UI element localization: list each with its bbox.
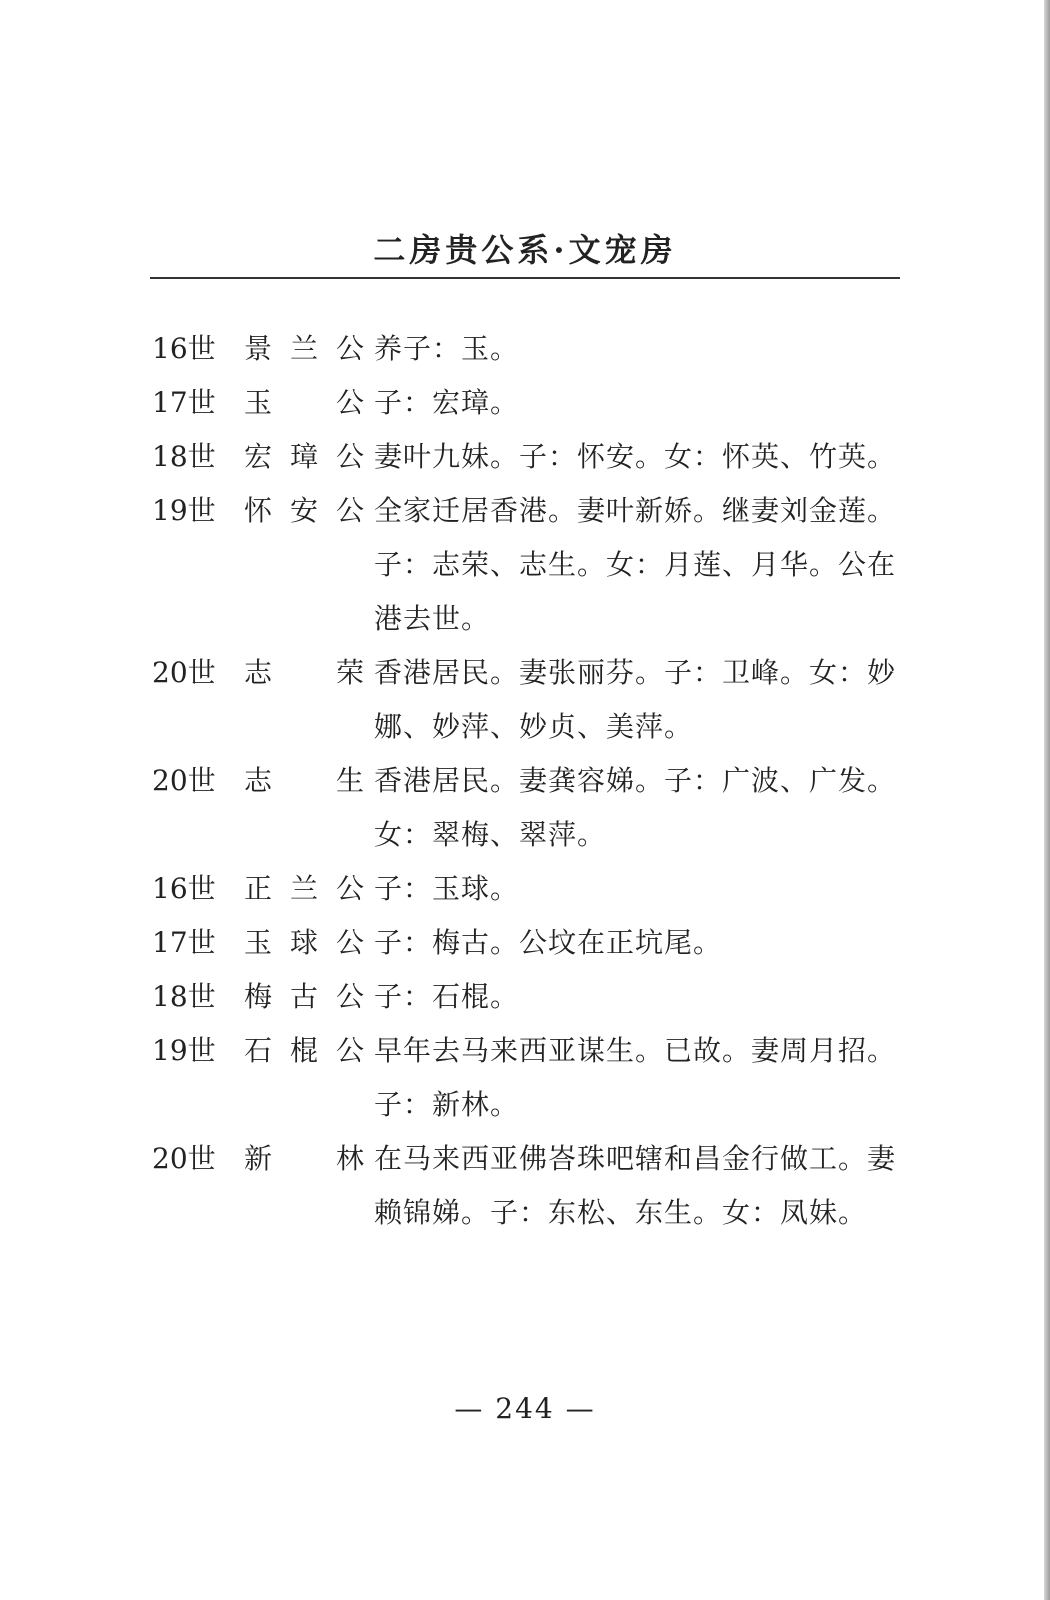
generation-label: 19世 [152,494,216,527]
page-header-title: 二房贵公系·文宠房 [373,231,677,269]
genealogy-entry [152,862,912,916]
entry-description: 子：石棍。 [374,980,520,1013]
header-rule [150,277,900,279]
person-name: 新 林 [244,1142,364,1175]
genealogy-entry [152,484,912,646]
genealogy-entry [152,646,912,754]
genealogy-entries [152,322,912,1240]
generation-label: 18世 [152,440,216,473]
person-name: 景兰公 [244,332,364,365]
person-name: 志 生 [244,764,364,797]
person-name: 志 荣 [244,656,364,689]
generation-label: 19世 [152,1034,216,1067]
person-name: 玉球公 [244,926,364,959]
generation-label: 16世 [152,332,216,365]
genealogy-entry [152,1132,912,1240]
entry-description: 子：梅古。公坟在正坑尾。 [374,926,723,959]
generation-label: 16世 [152,872,216,905]
generation-label: 20世 [152,764,216,797]
entry-description: 早年去马来西亚谋生。已故。妻周月招。子：新林。 [374,1034,897,1121]
person-name: 怀安公 [244,494,364,527]
genealogy-entry [152,1024,912,1132]
entry-description: 子：宏璋。 [374,386,520,419]
generation-label: 20世 [152,1142,216,1175]
genealogy-entry [152,916,912,970]
person-name: 梅古公 [244,980,364,1013]
entry-description: 香港居民。妻龚容娣。子：广波、广发。女：翠梅、翠萍。 [374,764,897,851]
entry-description: 全家迁居香港。妻叶新娇。继妻刘金莲。子：志荣、志生。女：月莲、月华。公在港去世。 [374,494,897,635]
generation-label: 17世 [152,926,216,959]
genealogy-entry [152,970,912,1024]
person-name: 玉 公 [244,386,364,419]
generation-label: 20世 [152,656,216,689]
person-name: 正兰公 [244,872,364,905]
entry-description: 香港居民。妻张丽芬。子：卫峰。女：妙娜、妙萍、妙贞、美萍。 [374,656,897,743]
entry-description: 在马来西亚佛峇珠吧辖和昌金行做工。妻赖锦娣。子：东松、东生。女：凤妹。 [374,1142,897,1229]
page-edge [1044,0,1050,1600]
page-number: — 244 — [454,1392,596,1425]
entry-description: 养子：玉。 [374,332,520,365]
generation-label: 18世 [152,980,216,1013]
generation-label: 17世 [152,386,216,419]
entry-description: 妻叶九妹。子：怀安。女：怀英、竹英。 [374,440,897,473]
genealogy-entry [152,430,912,484]
person-name: 石棍公 [244,1034,364,1067]
genealogy-entry [152,754,912,862]
genealogy-entry [152,322,912,376]
entry-description: 子：玉球。 [374,872,520,905]
person-name: 宏璋公 [244,440,364,473]
genealogy-entry [152,376,912,430]
